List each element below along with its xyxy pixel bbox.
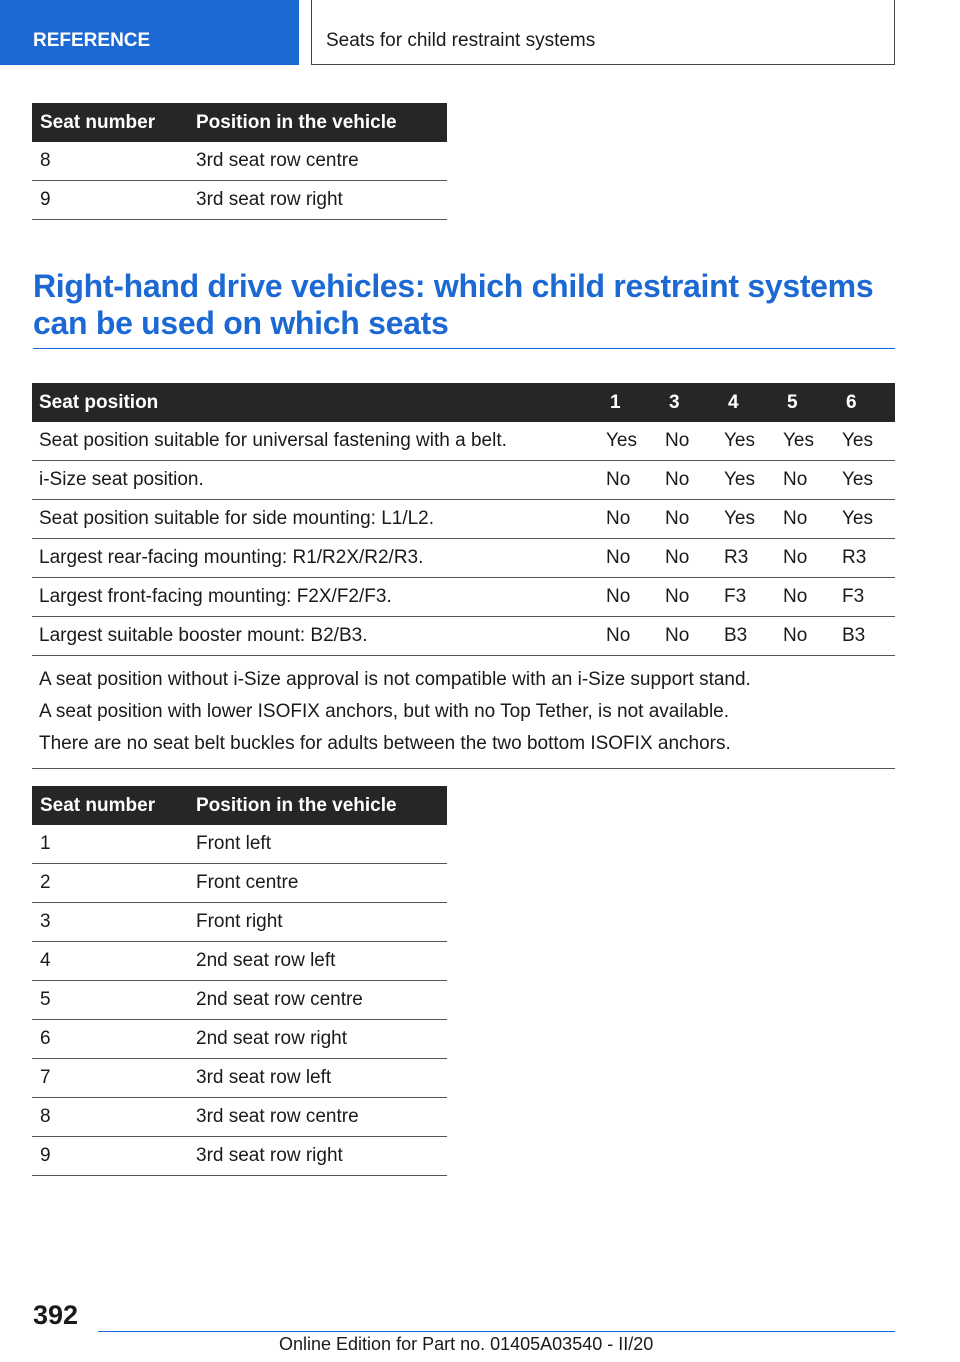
seat-number-cell: 9: [32, 1137, 188, 1176]
position-cell: Front centre: [188, 864, 447, 903]
criterion-cell: Largest suitable booster mount: B2/B3.: [32, 617, 600, 656]
col-header-position: Position in the vehicle: [188, 786, 447, 825]
criterion-cell: Largest rear-facing mounting: R1/R2X/R2/R3.: [32, 539, 600, 578]
table-row: [32, 181, 447, 220]
position-cell: 3rd seat row centre: [188, 1098, 447, 1137]
value-cell: No: [659, 578, 718, 617]
seat-number-cell: 2: [32, 864, 188, 903]
value-cell: Yes: [777, 422, 836, 461]
value-cell: No: [777, 578, 836, 617]
position-cell: 2nd seat row right: [188, 1020, 447, 1059]
seat-number-cell: 6: [32, 1020, 188, 1059]
criterion-cell: i-Size seat position.: [32, 461, 600, 500]
value-cell: R3: [718, 539, 777, 578]
value-cell: No: [659, 422, 718, 461]
value-cell: R3: [836, 539, 895, 578]
position-cell: Front left: [188, 825, 447, 864]
value-cell: No: [777, 461, 836, 500]
table-row: [32, 864, 447, 903]
table-row: [32, 461, 895, 500]
position-cell: 2nd seat row centre: [188, 981, 447, 1020]
seat-number-table-bottom: [32, 786, 447, 1176]
footer-divider: [98, 1331, 895, 1332]
page-header-title: Seats for child restraint systems: [311, 0, 895, 65]
value-cell: No: [600, 578, 659, 617]
value-cell: No: [600, 500, 659, 539]
value-cell: No: [659, 500, 718, 539]
value-cell: No: [659, 461, 718, 500]
value-cell: Yes: [718, 500, 777, 539]
col-header-seat-4: 4: [718, 383, 777, 422]
criterion-cell: Seat position suitable for side mounting: L1/L2.: [32, 500, 600, 539]
seat-number-table-top: [32, 103, 447, 220]
value-cell: Yes: [836, 422, 895, 461]
value-cell: No: [777, 617, 836, 656]
table-row: [32, 500, 895, 539]
col-header-position: Position in the vehicle: [188, 103, 447, 142]
note-text: A seat position without i-Size approval is not compatible with an i-Size support stand.: [39, 669, 751, 690]
col-header-seat-5: 5: [777, 383, 836, 422]
value-cell: No: [600, 539, 659, 578]
table-row: [32, 422, 895, 461]
value-cell: Yes: [718, 422, 777, 461]
value-cell: No: [777, 539, 836, 578]
position-cell: 3rd seat row right: [188, 181, 447, 220]
section-heading: Right-hand drive vehicles: which child restraint systems can be used on which seats: [33, 268, 895, 349]
col-header-seat-number: Seat number: [32, 786, 188, 825]
note-text: There are no seat belt buckles for adults between the two bottom ISOFIX anchors.: [39, 733, 731, 754]
suitability-table: [32, 383, 895, 769]
seat-number-cell: 8: [32, 1098, 188, 1137]
value-cell: Yes: [718, 461, 777, 500]
criterion-cell: Seat position suitable for universal fastening with a belt.: [32, 422, 600, 461]
value-cell: Yes: [836, 500, 895, 539]
position-cell: 3rd seat row right: [188, 1137, 447, 1176]
seat-number-cell: 3: [32, 903, 188, 942]
value-cell: F3: [718, 578, 777, 617]
value-cell: Yes: [836, 461, 895, 500]
seat-number-cell: 8: [32, 142, 188, 181]
table-row: [32, 825, 447, 864]
table-row: [32, 1059, 447, 1098]
col-header-seat-1: 1: [600, 383, 659, 422]
table-row: [32, 1137, 447, 1176]
position-cell: 3rd seat row left: [188, 1059, 447, 1098]
table-row: [32, 142, 447, 181]
table-row: [32, 1020, 447, 1059]
value-cell: B3: [718, 617, 777, 656]
value-cell: B3: [836, 617, 895, 656]
criterion-cell: Largest front-facing mounting: F2X/F2/F3.: [32, 578, 600, 617]
seat-number-cell: 9: [32, 181, 188, 220]
page-number: 392: [33, 1300, 79, 1330]
seat-number-cell: 4: [32, 942, 188, 981]
seat-number-cell: 5: [32, 981, 188, 1020]
table-row: [32, 942, 447, 981]
notes-row: [32, 656, 895, 769]
value-cell: F3: [836, 578, 895, 617]
value-cell: No: [600, 461, 659, 500]
table-row: [32, 1098, 447, 1137]
seat-number-cell: 7: [32, 1059, 188, 1098]
position-cell: 2nd seat row left: [188, 942, 447, 981]
table-row: [32, 617, 895, 656]
note-text: A seat position with lower ISOFIX anchors, but with no Top Tether, is not available.: [39, 701, 730, 722]
col-header-seat-6: 6: [836, 383, 895, 422]
table-row: [32, 578, 895, 617]
value-cell: No: [777, 500, 836, 539]
notes-cell: [32, 656, 895, 769]
seat-number-cell: 1: [32, 825, 188, 864]
col-header-seat-number: Seat number: [32, 103, 188, 142]
position-cell: 3rd seat row centre: [188, 142, 447, 181]
footer-edition: Online Edition for Part no. 01405A03540 - II/20: [279, 1334, 654, 1354]
col-header-seat-position: Seat position: [32, 383, 600, 422]
value-cell: No: [659, 617, 718, 656]
position-cell: Front right: [188, 903, 447, 942]
value-cell: No: [659, 539, 718, 578]
col-header-seat-3: 3: [659, 383, 718, 422]
table-row: [32, 539, 895, 578]
value-cell: No: [600, 617, 659, 656]
table-row: [32, 981, 447, 1020]
value-cell: Yes: [600, 422, 659, 461]
section-tab: REFERENCE: [0, 0, 299, 65]
table-row: [32, 903, 447, 942]
